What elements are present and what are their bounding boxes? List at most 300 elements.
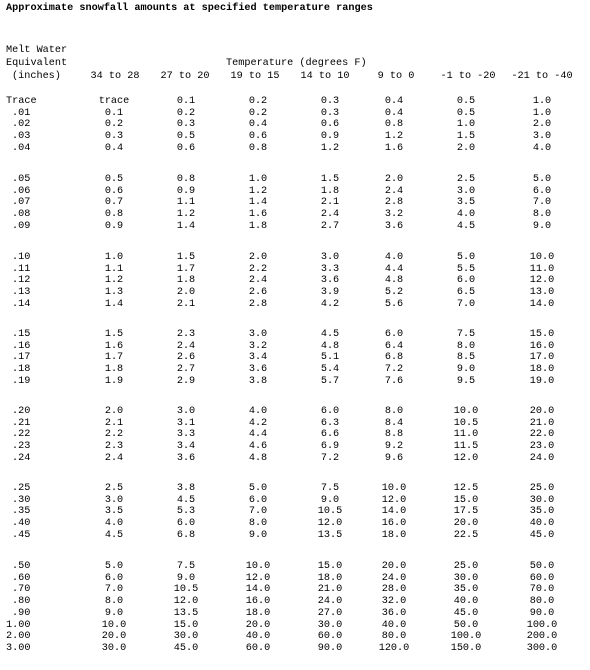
snowfall-cell: 80.0 <box>529 596 555 608</box>
melt-water-cell: .13 <box>12 287 31 299</box>
snowfall-cell: 1.8 <box>104 364 124 376</box>
snowfall-cell: 2.2 <box>248 263 268 275</box>
snowfall-cell: 40.0 <box>529 518 555 530</box>
snowfall-cell: 2.0 <box>104 406 124 417</box>
snowfall-cell: 40.0 <box>453 596 479 608</box>
snowfall-cell: 5.5 <box>456 263 476 275</box>
snowfall-cell: 1.2 <box>320 142 340 154</box>
snowfall-cell: 0.5 <box>456 107 476 119</box>
snowfall-cell: 7.2 <box>384 364 404 376</box>
snowfall-cell: 0.6 <box>320 119 340 131</box>
snowfall-cell: 3.3 <box>176 429 196 441</box>
snowfall-cell: 3.0 <box>176 406 196 417</box>
snowfall-cell: 100.0 <box>526 619 558 631</box>
snowfall-cell: 0.2 <box>248 107 268 119</box>
snowfall-cell: 5.1 <box>320 352 340 364</box>
snowfall-cell: 5.6 <box>384 298 404 310</box>
snowfall-cell: 30.0 <box>317 619 343 631</box>
snowfall-cell: 1.5 <box>320 174 340 185</box>
snowfall-cell: 2.1 <box>176 298 196 310</box>
snowfall-cell: 2.3 <box>104 441 124 453</box>
melt-water-cell: .35 <box>12 506 31 518</box>
snowfall-cell: 45.0 <box>529 529 555 541</box>
snowfall-cell: 2.0 <box>384 174 404 185</box>
snowfall-cell: 24.0 <box>317 596 343 608</box>
snowfall-cell: 0.6 <box>176 142 196 154</box>
snowfall-cell: 9.6 <box>384 452 404 464</box>
column-header: 9 to 0 <box>377 71 415 82</box>
snowfall-cell: 7.5 <box>176 561 196 572</box>
melt-water-cell: .12 <box>12 275 31 287</box>
snowfall-cell: 200.0 <box>526 631 558 643</box>
snowfall-cell: 50.0 <box>529 561 555 572</box>
snowfall-cell: 22.0 <box>529 429 555 441</box>
snowfall-cell: 2.8 <box>248 298 268 310</box>
snowfall-cell: 0.8 <box>248 142 268 154</box>
melt-water-cell: .90 <box>12 607 31 619</box>
snowfall-cell: 0.6 <box>104 185 124 197</box>
snowfall-cell: 0.1 <box>176 96 196 107</box>
snowfall-cell: 6.0 <box>456 275 476 287</box>
melt-water-cell: .80 <box>12 596 31 608</box>
snowfall-cell: 3.4 <box>248 352 268 364</box>
snowfall-cell: 60.0 <box>317 631 343 643</box>
melt-water-cell: .06 <box>12 185 31 197</box>
snowfall-cell: 0.4 <box>384 96 404 107</box>
snowfall-cell: 2.5 <box>456 174 476 185</box>
snowfall-cell: 0.8 <box>104 209 124 221</box>
row-label-line-1: Melt Water <box>6 45 68 56</box>
snowfall-cell: 13.5 <box>173 607 199 619</box>
melt-water-cell: .30 <box>12 494 31 506</box>
snowfall-cell: 17.0 <box>529 352 555 364</box>
column-header: -1 to -20 <box>440 71 496 82</box>
snowfall-cell: 40.0 <box>381 619 407 631</box>
snowfall-cell: 10.5 <box>173 584 199 596</box>
snowfall-cell: 20.0 <box>453 518 479 530</box>
snowfall-cell: 3.0 <box>456 185 476 197</box>
snowfall-cell: 4.0 <box>384 252 404 263</box>
melt-water-cell: .03 <box>12 131 31 143</box>
melt-water-cell: .10 <box>12 252 31 263</box>
snowfall-cell: 4.4 <box>384 263 404 275</box>
snowfall-cell: 120.0 <box>378 642 410 654</box>
snowfall-cell: 0.9 <box>176 185 196 197</box>
snowfall-cell: 8.4 <box>384 417 404 429</box>
snowfall-cell: 8.0 <box>248 518 268 530</box>
document-title: Approximate snowfall amounts at specified temperature ranges <box>6 3 373 14</box>
snowfall-cell: 9.0 <box>104 607 124 619</box>
snowfall-cell: 36.0 <box>381 607 407 619</box>
snowfall-cell: 3.5 <box>104 506 124 518</box>
snowfall-cell: 18.0 <box>529 364 555 376</box>
snowfall-cell: 2.1 <box>320 197 340 209</box>
snowfall-cell: 17.5 <box>453 506 479 518</box>
snowfall-cell: 1.2 <box>176 209 196 221</box>
snowfall-cell: 14.0 <box>529 298 555 310</box>
snowfall-cell: 10.0 <box>381 483 407 494</box>
snowfall-cell: 7.2 <box>320 452 340 464</box>
melt-water-cell: .07 <box>12 197 31 209</box>
snowfall-cell: 1.4 <box>104 298 124 310</box>
snowfall-cell: 15.0 <box>317 561 343 572</box>
snowfall-cell: 10.0 <box>529 252 555 263</box>
snowfall-cell: 6.0 <box>176 518 196 530</box>
row-label-line-2: Equivalent <box>6 58 68 69</box>
snowfall-cell: 7.5 <box>320 483 340 494</box>
snowfall-cell: 1.0 <box>104 252 124 263</box>
snowfall-cell: 1.8 <box>320 185 340 197</box>
melt-water-cell: .05 <box>12 174 31 185</box>
snowfall-cell: 3.6 <box>176 452 196 464</box>
snowfall-cell: 4.8 <box>248 452 268 464</box>
snowfall-cell: 7.0 <box>104 584 124 596</box>
snowfall-cell: 14.0 <box>245 584 271 596</box>
melt-water-cell: .20 <box>12 406 31 417</box>
snowfall-cell: 2.0 <box>456 142 476 154</box>
snowfall-cell: 2.9 <box>176 375 196 387</box>
snowfall-cell: 12.0 <box>173 596 199 608</box>
melt-water-cell: .14 <box>12 298 31 310</box>
snowfall-cell: 35.0 <box>529 506 555 518</box>
snowfall-cell: 10.0 <box>101 619 127 631</box>
snowfall-cell: 2.0 <box>248 252 268 263</box>
melt-water-cell: .18 <box>12 364 31 376</box>
snowfall-cell: 0.1 <box>104 107 124 119</box>
snowfall-cell: 4.5 <box>456 220 476 232</box>
snowfall-cell: 5.3 <box>176 506 196 518</box>
snowfall-cell: 8.5 <box>456 352 476 364</box>
column-header: -21 to -40 <box>511 71 573 82</box>
snowfall-cell: 23.0 <box>529 441 555 453</box>
snowfall-cell: 6.8 <box>384 352 404 364</box>
temperature-title: Temperature (degrees F) <box>226 58 367 69</box>
snowfall-cell: 4.8 <box>384 275 404 287</box>
snowfall-cell: 1.5 <box>176 252 196 263</box>
snowfall-cell: 1.2 <box>248 185 268 197</box>
snowfall-cell: 0.2 <box>104 119 124 131</box>
snowfall-cell: 1.6 <box>248 209 268 221</box>
snowfall-cell: 0.3 <box>176 119 196 131</box>
snowfall-cell: 4.0 <box>248 406 268 417</box>
snowfall-cell: 0.5 <box>456 96 476 107</box>
snowfall-cell: 4.5 <box>104 529 124 541</box>
melt-water-cell: .15 <box>12 329 31 340</box>
row-label-line-3: (inches) <box>12 71 61 82</box>
snowfall-cell: 2.4 <box>320 209 340 221</box>
snowfall-cell: 3.9 <box>320 287 340 299</box>
melt-water-cell: .11 <box>12 263 31 275</box>
snowfall-cell: 0.6 <box>248 131 268 143</box>
snowfall-cell: 4.2 <box>248 417 268 429</box>
snowfall-cell: 0.5 <box>104 174 124 185</box>
snowfall-cell: 10.0 <box>245 561 271 572</box>
snowfall-cell: 3.6 <box>320 275 340 287</box>
snowfall-cell: 0.9 <box>320 131 340 143</box>
snowfall-cell: 18.0 <box>381 529 407 541</box>
column-header: 19 to 15 <box>230 71 280 82</box>
snowfall-cell: 21.0 <box>317 584 343 596</box>
snowfall-cell: 12.0 <box>245 572 271 584</box>
snowfall-cell: 4.6 <box>248 441 268 453</box>
snowfall-cell: 2.0 <box>532 119 552 131</box>
snowfall-cell: 4.0 <box>532 142 552 154</box>
snowfall-cell: 6.9 <box>320 441 340 453</box>
column-header: 27 to 20 <box>160 71 210 82</box>
snowfall-cell: 1.0 <box>532 107 552 119</box>
snowfall-cell: 4.8 <box>320 340 340 352</box>
snowfall-cell: 9.2 <box>384 441 404 453</box>
snowfall-cell: 1.6 <box>384 142 404 154</box>
snowfall-cell: 3.3 <box>320 263 340 275</box>
melt-water-cell: .04 <box>12 142 31 154</box>
snowfall-cell: 1.4 <box>176 220 196 232</box>
snowfall-cell: 2.4 <box>176 340 196 352</box>
snowfall-cell: 7.0 <box>456 298 476 310</box>
snowfall-cell: 300.0 <box>526 642 558 654</box>
snowfall-cell: 18.0 <box>245 607 271 619</box>
snowfall-cell: 4.5 <box>320 329 340 340</box>
snowfall-cell: 13.0 <box>529 287 555 299</box>
melt-water-cell: .21 <box>12 417 31 429</box>
snowfall-cell: 8.0 <box>532 209 552 221</box>
melt-water-cell: .01 <box>12 107 31 119</box>
snowfall-cell: 30.0 <box>529 494 555 506</box>
melt-water-cell: .25 <box>12 483 31 494</box>
snowfall-cell: 70.0 <box>529 584 555 596</box>
snowfall-cell: 12.0 <box>381 494 407 506</box>
snowfall-cell: 5.0 <box>532 174 552 185</box>
snowfall-cell: 1.4 <box>248 197 268 209</box>
snowfall-cell: 11.0 <box>529 263 555 275</box>
snowfall-cell: 15.0 <box>173 619 199 631</box>
snowfall-cell: 9.0 <box>248 529 268 541</box>
snowfall-cell: 11.0 <box>453 429 479 441</box>
snowfall-cell: 1.9 <box>104 375 124 387</box>
snowfall-cell: 15.0 <box>529 329 555 340</box>
snowfall-cell: 30.0 <box>453 572 479 584</box>
snowfall-cell: 1.0 <box>456 119 476 131</box>
snowfall-cell: 2.5 <box>104 483 124 494</box>
column-header: 14 to 10 <box>300 71 350 82</box>
snowfall-cell: 1.3 <box>104 287 124 299</box>
snowfall-cell: 20.0 <box>245 619 271 631</box>
snowfall-cell: 3.5 <box>456 197 476 209</box>
snowfall-cell: 3.2 <box>384 209 404 221</box>
snowfall-cell: 60.0 <box>245 642 271 654</box>
snowfall-cell: 1.2 <box>104 275 124 287</box>
snowfall-cell: 5.0 <box>104 561 124 572</box>
snowfall-cell: 20.0 <box>381 561 407 572</box>
snowfall-cell: 7.0 <box>248 506 268 518</box>
snowfall-cell: 0.4 <box>104 142 124 154</box>
melt-water-cell: .09 <box>12 220 31 232</box>
snowfall-cell: 3.0 <box>248 329 268 340</box>
melt-water-cell: 2.00 <box>6 631 31 643</box>
snowfall-cell: 30.0 <box>101 642 127 654</box>
snowfall-cell: 14.0 <box>381 506 407 518</box>
snowfall-cell: 80.0 <box>381 631 407 643</box>
snowfall-cell: 28.0 <box>381 584 407 596</box>
snowfall-cell: 3.0 <box>104 494 124 506</box>
snowfall-cell: 25.0 <box>529 483 555 494</box>
snowfall-cell: 1.0 <box>248 174 268 185</box>
snowfall-cell: 3.2 <box>248 340 268 352</box>
melt-water-cell: 1.00 <box>6 619 31 631</box>
snowfall-cell: 9.0 <box>456 364 476 376</box>
snowfall-cell: 35.0 <box>453 584 479 596</box>
snowfall-cell: 9.0 <box>320 494 340 506</box>
snowfall-cell: 2.0 <box>176 287 196 299</box>
snowfall-cell: 12.0 <box>529 275 555 287</box>
snowfall-cell: 1.5 <box>104 329 124 340</box>
snowfall-cell: 12.5 <box>453 483 479 494</box>
snowfall-cell: 8.0 <box>104 596 124 608</box>
melt-water-cell: .08 <box>12 209 31 221</box>
snowfall-cell: 22.5 <box>453 529 479 541</box>
snowfall-cell: 1.7 <box>176 263 196 275</box>
snowfall-cell: 1.1 <box>104 263 124 275</box>
snowfall-cell: 0.3 <box>320 96 340 107</box>
snowfall-cell: 1.8 <box>176 275 196 287</box>
snowfall-cell: 1.7 <box>104 352 124 364</box>
snowfall-cell: 0.7 <box>104 197 124 209</box>
snowfall-cell: 19.0 <box>529 375 555 387</box>
snowfall-cell: 2.8 <box>384 197 404 209</box>
snowfall-cell: 5.0 <box>456 252 476 263</box>
snowfall-cell: 9.5 <box>456 375 476 387</box>
snowfall-cell: 2.7 <box>176 364 196 376</box>
snowfall-cell: 20.0 <box>529 406 555 417</box>
snowfall-cell: 12.0 <box>317 518 343 530</box>
snowfall-cell: 2.7 <box>320 220 340 232</box>
snowfall-cell: 0.8 <box>176 174 196 185</box>
snowfall-cell: 1.0 <box>532 96 552 107</box>
melt-water-cell: Trace <box>6 96 37 107</box>
snowfall-cell: 0.4 <box>248 119 268 131</box>
snowfall-cell: 2.4 <box>384 185 404 197</box>
snowfall-cell: 6.0 <box>384 329 404 340</box>
snowfall-cell: 12.0 <box>453 452 479 464</box>
snowfall-cell: 3.1 <box>176 417 196 429</box>
column-header: 34 to 28 <box>90 71 140 82</box>
snowfall-cell: 4.0 <box>456 209 476 221</box>
snowfall-cell: 6.0 <box>532 185 552 197</box>
melt-water-cell: .23 <box>12 441 31 453</box>
snowfall-cell: 8.8 <box>384 429 404 441</box>
snowfall-cell: 4.4 <box>248 429 268 441</box>
snowfall-cell: 6.6 <box>320 429 340 441</box>
melt-water-cell: .16 <box>12 340 31 352</box>
snowfall-cell: 0.8 <box>384 119 404 131</box>
snowfall-cell: 10.5 <box>317 506 343 518</box>
melt-water-cell: .24 <box>12 452 31 464</box>
snowfall-cell: 0.2 <box>248 96 268 107</box>
snowfall-cell: 2.4 <box>104 452 124 464</box>
snowfall-cell: 60.0 <box>529 572 555 584</box>
snowfall-cell: 1.2 <box>384 131 404 143</box>
snowfall-cell: 9.0 <box>532 220 552 232</box>
snowfall-cell: 7.5 <box>456 329 476 340</box>
snowfall-cell: 90.0 <box>529 607 555 619</box>
snowfall-cell: 27.0 <box>317 607 343 619</box>
snowfall-cell: 2.6 <box>176 352 196 364</box>
melt-water-cell: .60 <box>12 572 31 584</box>
snowfall-cell: 7.0 <box>532 197 552 209</box>
snowfall-cell: 3.6 <box>384 220 404 232</box>
snowfall-cell: 6.0 <box>320 406 340 417</box>
snowfall-cell: 2.6 <box>248 287 268 299</box>
snowfall-cell: 50.0 <box>453 619 479 631</box>
melt-water-cell: .45 <box>12 529 31 541</box>
snowfall-cell: 1.5 <box>456 131 476 143</box>
snowfall-cell: 6.3 <box>320 417 340 429</box>
snowfall-cell: 1.8 <box>248 220 268 232</box>
melt-water-cell: .40 <box>12 518 31 530</box>
snowfall-cell: 0.2 <box>176 107 196 119</box>
snowfall-cell: 13.5 <box>317 529 343 541</box>
snowfall-cell: 10.0 <box>453 406 479 417</box>
snowfall-cell: 100.0 <box>450 631 482 643</box>
melt-water-cell: 3.00 <box>6 642 31 654</box>
snowfall-cell: 5.4 <box>320 364 340 376</box>
snowfall-cell: 30.0 <box>173 631 199 643</box>
snowfall-cell: 7.6 <box>384 375 404 387</box>
snowfall-cell: 2.4 <box>248 275 268 287</box>
snowfall-cell: 11.5 <box>453 441 479 453</box>
snowfall-cell: 3.8 <box>248 375 268 387</box>
snowfall-cell: 2.1 <box>104 417 124 429</box>
snowfall-cell: 45.0 <box>453 607 479 619</box>
melt-water-cell: .19 <box>12 375 31 387</box>
snowfall-cell: 6.0 <box>248 494 268 506</box>
snowfall-cell: 0.3 <box>320 107 340 119</box>
snowfall-cell: 16.0 <box>381 518 407 530</box>
snowfall-cell: 6.8 <box>176 529 196 541</box>
snowfall-cell: 5.0 <box>248 483 268 494</box>
snowfall-cell: 24.0 <box>381 572 407 584</box>
snowfall-cell: 3.0 <box>320 252 340 263</box>
snowfall-cell: 3.6 <box>248 364 268 376</box>
snowfall-cell: 0.4 <box>384 107 404 119</box>
snowfall-cell: 6.5 <box>456 287 476 299</box>
snowfall-cell: 6.4 <box>384 340 404 352</box>
snowfall-cell: 4.5 <box>176 494 196 506</box>
snowfall-cell: 8.0 <box>456 340 476 352</box>
snowfall-cell: 90.0 <box>317 642 343 654</box>
snowfall-cell: 16.0 <box>245 596 271 608</box>
melt-water-cell: .50 <box>12 561 31 572</box>
snowfall-cell: 3.8 <box>176 483 196 494</box>
snowfall-cell: 2.2 <box>104 429 124 441</box>
melt-water-cell: .17 <box>12 352 31 364</box>
snowfall-cell: 4.2 <box>320 298 340 310</box>
snowfall-cell: 5.2 <box>384 287 404 299</box>
snowfall-cell: 1.1 <box>176 197 196 209</box>
snowfall-cell: 3.4 <box>176 441 196 453</box>
snowfall-cell: 25.0 <box>453 561 479 572</box>
melt-water-cell: .70 <box>12 584 31 596</box>
snowfall-cell: 9.0 <box>176 572 196 584</box>
snowfall-cell: 5.7 <box>320 375 340 387</box>
snowfall-cell: 32.0 <box>381 596 407 608</box>
snowfall-cell: 1.6 <box>104 340 124 352</box>
snowfall-cell: 40.0 <box>245 631 271 643</box>
melt-water-cell: .22 <box>12 429 31 441</box>
snowfall-cell: 10.5 <box>453 417 479 429</box>
melt-water-cell: .02 <box>12 119 31 131</box>
snowfall-cell: 150.0 <box>450 642 482 654</box>
